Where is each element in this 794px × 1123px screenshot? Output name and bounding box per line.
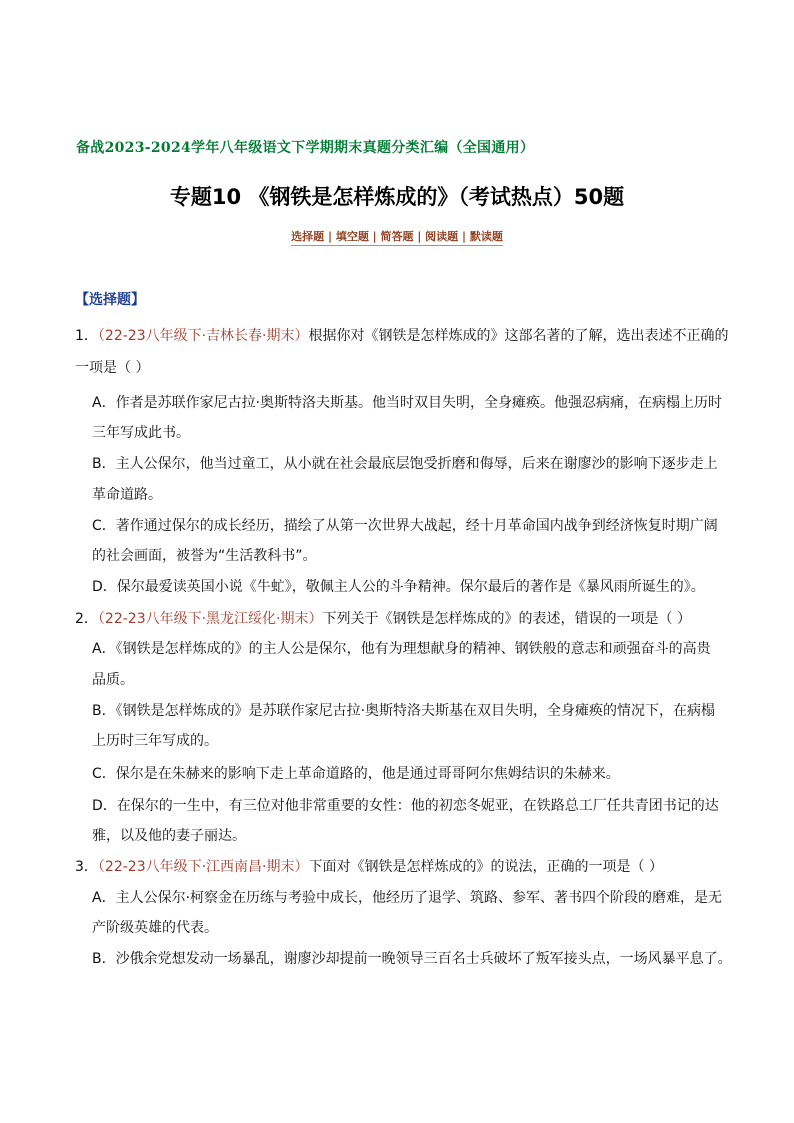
section-heading: 【选择题】	[75, 292, 145, 308]
question-2-option-b-cont: 上历时三年写成的。	[92, 733, 218, 749]
question-1-stem-cont: 一项是（ ）	[75, 360, 150, 376]
question-1-option-b: B．主人公保尔，他当过童工，从小就在社会最底层饱受折磨和侮辱，后来在谢廖沙的影响下逐步走上	[92, 456, 718, 472]
question-number: 3．	[75, 859, 98, 875]
question-2-stem	[75, 609, 691, 629]
question-1-option-d: D．保尔最爱读英国小说《牛虻》，敬佩主人公的斗争精神。保尔最后的著作是《暴风雨所诞生的》。	[92, 579, 705, 595]
question-stem-text: 下列关于《钢铁是怎样炼成的》的表述，错误的一项是（ ）	[322, 611, 691, 627]
question-source: （22-23八年级下·江西南昌·期末）	[97, 859, 309, 875]
series-title: 备战2023-2024学年八年级语文下学期期末真题分类汇编（全国通用）	[76, 140, 535, 156]
question-1-option-c-cont: 的社会画面，被誉为“生活教科书”。	[92, 548, 317, 564]
question-2-option-d: D．在保尔的一生中，有三位对他非常重要的女性：他的初恋冬妮亚，在铁路总工厂任共青团书记的达	[92, 798, 719, 814]
question-2-option-d-cont: 雅，以及他的妻子丽达。	[92, 828, 246, 844]
question-3-option-a: A．主人公保尔·柯察金在历练与考验中成长，他经历了退学、筑路、参军、著书四个阶段的磨难，是无	[92, 890, 723, 906]
main-title: 专题10 《钢铁是怎样炼成的》（考试热点）50题	[169, 185, 625, 209]
question-3-option-a-cont: 产阶级英雄的代表。	[92, 920, 218, 936]
question-2-option-a-cont: 品质。	[92, 672, 134, 688]
question-source: （22-23八年级下·吉林长春·期末）	[97, 328, 309, 344]
question-3-option-b: B．沙俄余党想发动一场暴乱，谢廖沙却提前一晚领导三百名士兵破坏了叛军接头点，一场风暴平息了。	[92, 951, 732, 967]
question-source: （22-23八年级下·黑龙江绥化·期末）	[97, 611, 323, 627]
question-number: 2．	[75, 611, 98, 627]
question-1-option-b-cont: 革命道路。	[92, 487, 162, 503]
question-2-option-b: B．《钢铁是怎样炼成的》是苏联作家尼古拉·奥斯特洛夫斯基在双目失明，全身瘫痪的情况下，在病榻	[92, 703, 716, 719]
question-stem-text: 下面对《钢铁是怎样炼成的》的说法，正确的一项是（ ）	[308, 859, 663, 875]
question-stem-text: 根据你对《钢铁是怎样炼成的》这部名著的了解，选出表述不正确的	[308, 328, 729, 344]
question-1-option-a-cont: 三年写成此书。	[92, 425, 190, 441]
question-2-option-c: C．保尔是在朱赫来的影响下走上革命道路的，他是通过哥哥阿尔焦姆结识的朱赫来。	[92, 766, 620, 782]
question-2-option-a: A．《钢铁是怎样炼成的》的主人公是保尔，他有为理想献身的精神、钢铁般的意志和顽强奋斗的高贵	[92, 641, 711, 657]
question-type-tags-text: 选择题 | 填空题 | 简答题 | 阅读题 | 默读题	[291, 230, 503, 246]
question-1-option-c: C．著作通过保尔的成长经历，描绘了从第一次世界大战起，经十月革命国内战争到经济恢复时期广阔	[92, 518, 718, 534]
question-1-option-a: A．作者是苏联作家尼古拉·奥斯特洛夫斯基。他当时双目失明，全身瘫痪。他强忍病痛，在病榻上历时	[92, 395, 723, 411]
question-1-stem	[75, 326, 729, 346]
question-type-tags	[0, 228, 794, 244]
question-3-stem	[75, 857, 663, 877]
question-number: 1．	[75, 328, 98, 344]
